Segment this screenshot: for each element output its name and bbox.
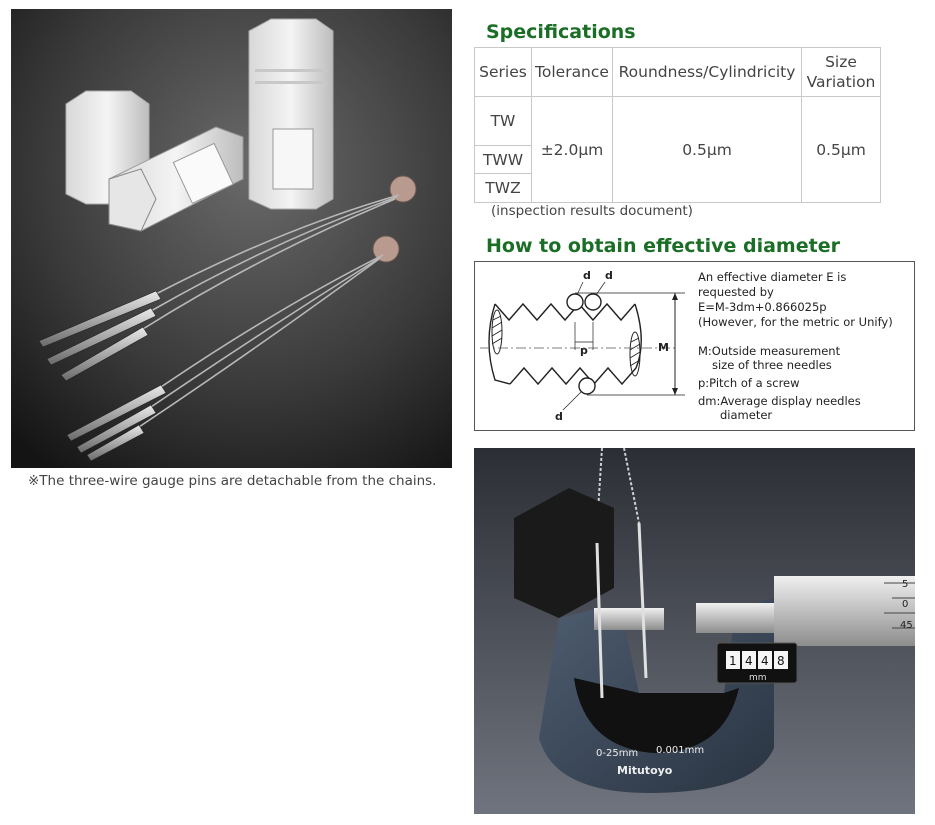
table-header-row	[475, 48, 881, 97]
label-p: p	[580, 344, 588, 357]
scale-mark-5: 5	[902, 579, 909, 590]
scale-mark-0: 0	[902, 599, 909, 610]
effective-diameter-diagram	[474, 261, 915, 431]
effective-diameter-heading: How to obtain effective diameter	[486, 235, 840, 257]
column-header-tolerance: Tolerance	[532, 48, 613, 97]
legend-m-line1: M:Outside measurement	[698, 344, 841, 358]
scale-mark-45: 45	[900, 620, 913, 631]
series-cell-tw: TW	[475, 97, 532, 146]
resolution-text: 0.001mm	[656, 745, 705, 756]
series-cell-tww: TWW	[475, 146, 532, 174]
counter-unit: mm	[749, 673, 767, 683]
specifications-heading: Specifications	[486, 21, 636, 43]
column-header-series: Series	[475, 48, 532, 97]
legend-dm-line1: dm:Average display needles	[698, 394, 861, 408]
counter-digit-4: 8	[777, 654, 785, 668]
label-d-3: d	[555, 410, 563, 423]
counter-digit-1: 1	[729, 654, 737, 668]
column-header-roundness: Roundness/Cylindricity	[613, 48, 802, 97]
specifications-table	[474, 47, 881, 203]
description-line-3: E=M-3dm+0.866025p	[698, 300, 827, 314]
photo-caption: ※The three-wire gauge pins are detachable from the chains.	[28, 473, 437, 489]
brand-text: Mitutoyo	[617, 764, 673, 777]
range-text: 0-25mm	[596, 748, 639, 759]
thread-measurement-diagram	[475, 262, 914, 430]
micrometer-measurement-image	[474, 448, 915, 814]
product-photo	[11, 9, 452, 468]
label-d-1: d	[583, 269, 591, 282]
tolerance-cell: ±2.0μm	[532, 97, 613, 203]
label-m: M	[658, 341, 669, 354]
description-line-1: An effective diameter E is	[698, 270, 847, 284]
three-wire-gauge-image	[11, 9, 452, 468]
description-line-4: (However, for the metric or Unify)	[698, 315, 893, 329]
table-row	[475, 97, 881, 146]
legend-dm-line2: diameter	[720, 408, 773, 422]
roundness-cell: 0.5μm	[613, 97, 802, 203]
size-variation-line2: Variation	[806, 73, 876, 91]
counter-digit-2: 4	[745, 654, 753, 668]
column-header-size-variation	[802, 48, 881, 97]
counter-digit-3: 4	[761, 654, 769, 668]
legend-p: p:Pitch of a screw	[698, 376, 800, 390]
series-cell-twz: TWZ	[475, 174, 532, 203]
micrometer-photo	[474, 448, 915, 814]
description-line-2: requested by	[698, 285, 774, 299]
legend-m-line2: size of three needles	[712, 358, 832, 372]
size-variation-cell: 0.5μm	[802, 97, 881, 203]
table-note: (inspection results document)	[491, 203, 693, 219]
label-d-2: d	[605, 269, 613, 282]
size-variation-line1: Size	[825, 53, 857, 71]
